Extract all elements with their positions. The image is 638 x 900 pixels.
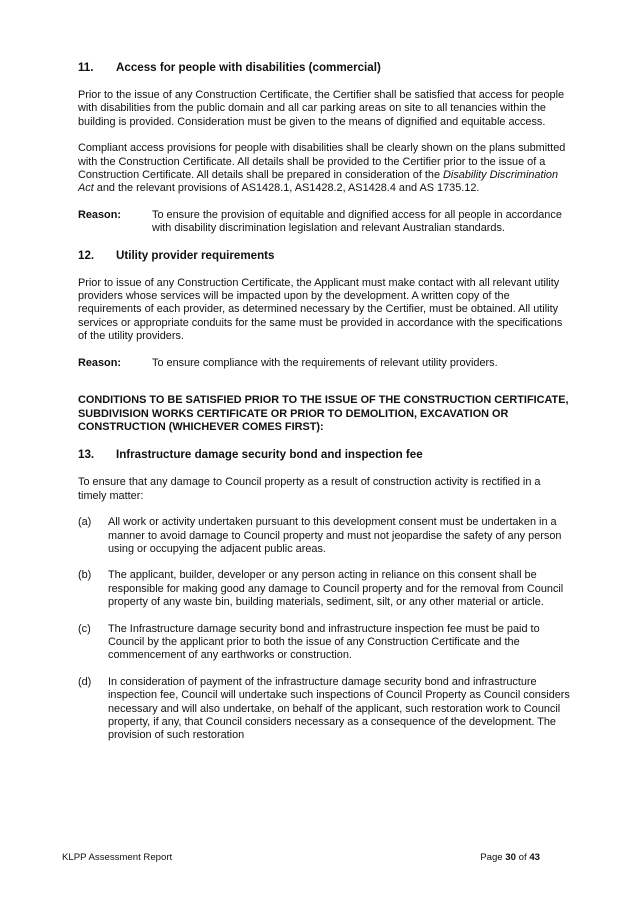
reason-label: Reason: [78,356,121,369]
page-word: Page [480,852,503,863]
of-word: of [518,852,527,863]
list-item-text: All work or activity undertaken pursuant to this development consent must be undertaken in a manner to avoid damage to Council property and must not jeopardise the safety of any person using or occupying the adjacent public areas. [108,516,562,555]
section-title: Access for people with disabilities (commercial) [116,61,381,74]
section-12-paragraph-1: Prior to issue of any Construction Certificate, the Applicant must make contact with all relevant utility providers whose services will be impacted upon by the development. A written copy of the requirements of each provider, as determined necessary by the Certifier, must be obtained. All utility services or appropriate conduits for the same must be provided in accordance with the specifications of the utility providers. [78,276,563,343]
list-item-text: In consideration of payment of the infrastructure damage security bond and infrastructure inspection fee, Council will undertake such inspections of Council Property as Council considers necessary and will also undertake, on behalf of the applicant, such restoration work to Council property, if any, that Council considers necessary as a consequence of the development. The provision of such restoration [108,675,570,742]
list-item [78,676,570,743]
list-item-label: (a) [78,516,92,529]
section-12-heading [78,249,570,263]
text-run: Compliant access provisions for people with disabilities shall be clearly shown on the plans submitted with the Construction Certificate. All details shall be provided to the Certifier prior to the issue of a Construction Certificate. All details shall be prepared in consideration of the [78,142,566,182]
page-footer [62,852,540,864]
section-number: 12. [78,248,95,262]
section-13-intro: To ensure that any damage to Council property as a result of construction activity is rectified in a timely matter: [78,476,541,502]
section-12-reason [78,357,570,370]
list-item-text: The applicant, builder, developer or any person acting in reliance on this consent shall be responsible for making good any damage to Council property and for the removal from Council property of any waste bin, building materials, sediment, silt, or any other material or article. [108,569,564,609]
reason-text: To ensure compliance with the requirements of relevant utility providers. [152,356,498,369]
section-11-reason [78,209,570,236]
footer-report-name: KLPP Assessment Report [62,852,173,863]
section-11-paragraph-1: Prior to the issue of any Construction Certificate, the Certifier shall be satisfied that access for people with disabilities from the public domain and all car parking areas on site to all tenancies within the building is provided. Consideration must be given to the means of dignified and equitable access. [78,89,565,128]
total-pages: 43 [529,852,540,863]
current-page: 30 [505,852,516,863]
section-title: Infrastructure damage security bond and inspection fee [116,448,423,462]
list-item-label: (d) [78,675,92,688]
section-number: 11. [78,61,94,74]
list-item-text: The Infrastructure damage security bond and infrastructure inspection fee must be paid to Council by the applicant prior to both the issue of any Construction Certificate and the commencement of any earthworks or construction. [108,622,540,662]
list-item-label: (c) [78,622,91,635]
section-13-heading [78,448,570,462]
section-11-heading [78,61,570,75]
text-run: and the relevant provisions of AS1428.1, AS1428.2, AS1428.4 and AS 1735.12. [93,182,480,195]
section-number: 13. [78,448,95,462]
list-item [78,623,570,663]
reason-text: To ensure the provision of equitable and dignified access for all people in accordance with disability discrimination legislation and relevant Australian standards. [152,208,562,235]
list-item [78,516,570,556]
document-page [78,61,570,756]
section-title: Utility provider requirements [116,248,275,262]
act-name: Disability Discrimination Act [78,169,559,195]
page-number [480,852,540,864]
conditions-heading: CONDITIONS TO BE SATISFIED PRIOR TO THE ISSUE OF THE CONSTRUCTION CERTIFICATE, SUBDIVISION WORKS CERTIFICATE OR PRIOR TO DEMOLITION, EXCAVATION OR CONSTRUCTION (WHICHEVER COMES FIRST): [78,394,569,433]
list-item [78,569,570,609]
list-item-label: (b) [78,569,92,582]
section-11-paragraph-2 [78,142,570,196]
reason-label: Reason: [78,208,121,221]
